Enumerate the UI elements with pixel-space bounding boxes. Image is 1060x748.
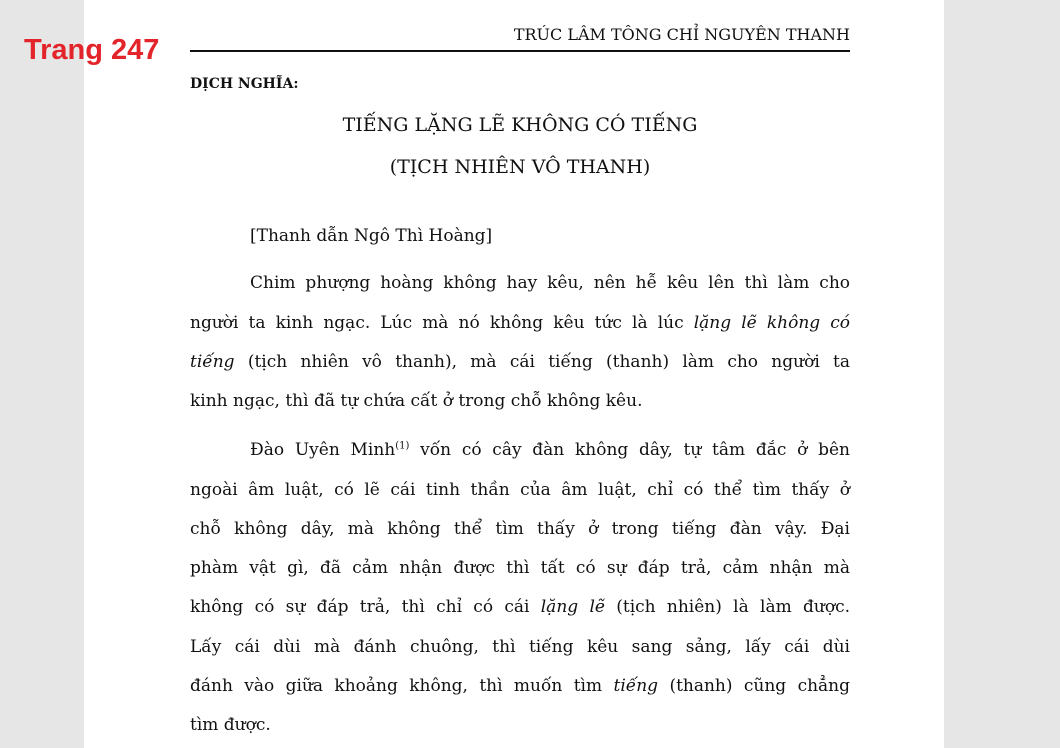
paragraph2-line: Lấy cái dùi mà đánh chuông, thì tiếng kêu sang sảng, lấy cái dùi (190, 637, 850, 657)
paragraph2-line: phàm vật gì, đã cảm nhận được thì tất có sự đáp trả, cảm nhận mà (190, 558, 850, 578)
paragraph1-line: tiếng (tịch nhiên vô thanh), mà cái tiếng (thanh) làm cho người ta (190, 352, 850, 372)
paragraph2-line: tìm được. (190, 715, 271, 735)
section-label: DỊCH NGHĨA: (190, 76, 299, 92)
paragraph1-line: Chim phượng hoàng không hay kêu, nên hễ kêu lên thì làm cho (250, 273, 850, 293)
poem-title: TIẾNG LẶNG LẼ KHÔNG CÓ TIẾNG (342, 114, 698, 136)
running-header (190, 24, 850, 52)
footnote-marker: (1) (395, 440, 410, 452)
translator-credit: [Thanh dẫn Ngô Thì Hoàng] (250, 226, 493, 246)
italic-term: lặng lẽ không có (693, 313, 850, 333)
paragraph2-line: đánh vào giữa khoảng không, thì muốn tìm tiếng (thanh) cũng chẳng (190, 676, 851, 696)
page-number-label: Trang 247 (24, 34, 160, 66)
paragraph1-line: người ta kinh ngạc. Lúc mà nó không kêu tức là lúc lặng lẽ không có (190, 313, 850, 333)
italic-term: tiếng (190, 352, 235, 372)
paragraph2-line: không có sự đáp trả, thì chỉ có cái lặng lẽ (tịch nhiên) là làm được. (190, 597, 851, 617)
running-header-text: TRÚC LÂM TÔNG CHỈ NGUYÊN THANH (513, 25, 850, 44)
italic-term: tiếng (613, 676, 659, 696)
paragraph2-line: ngoài âm luật, có lẽ cái tinh thần của âm luật, chỉ có thể tìm thấy ở (190, 480, 850, 500)
paragraph1-line: kinh ngạc, thì đã tự chứa cất ở trong chỗ không kêu. (190, 391, 643, 411)
italic-term: lặng lẽ (540, 597, 605, 617)
paragraph2-line: Đào Uyên Minh$^{(1)}$ vốn có cây đàn không dây, tự tâm đắc ở bên (250, 440, 850, 460)
poem-subtitle: (TỊCH NHIÊN VÔ THANH) (389, 156, 651, 178)
paragraph2-line: chỗ không dây, mà không thể tìm thấy ở trong tiếng đàn vậy. Đại (190, 519, 850, 539)
